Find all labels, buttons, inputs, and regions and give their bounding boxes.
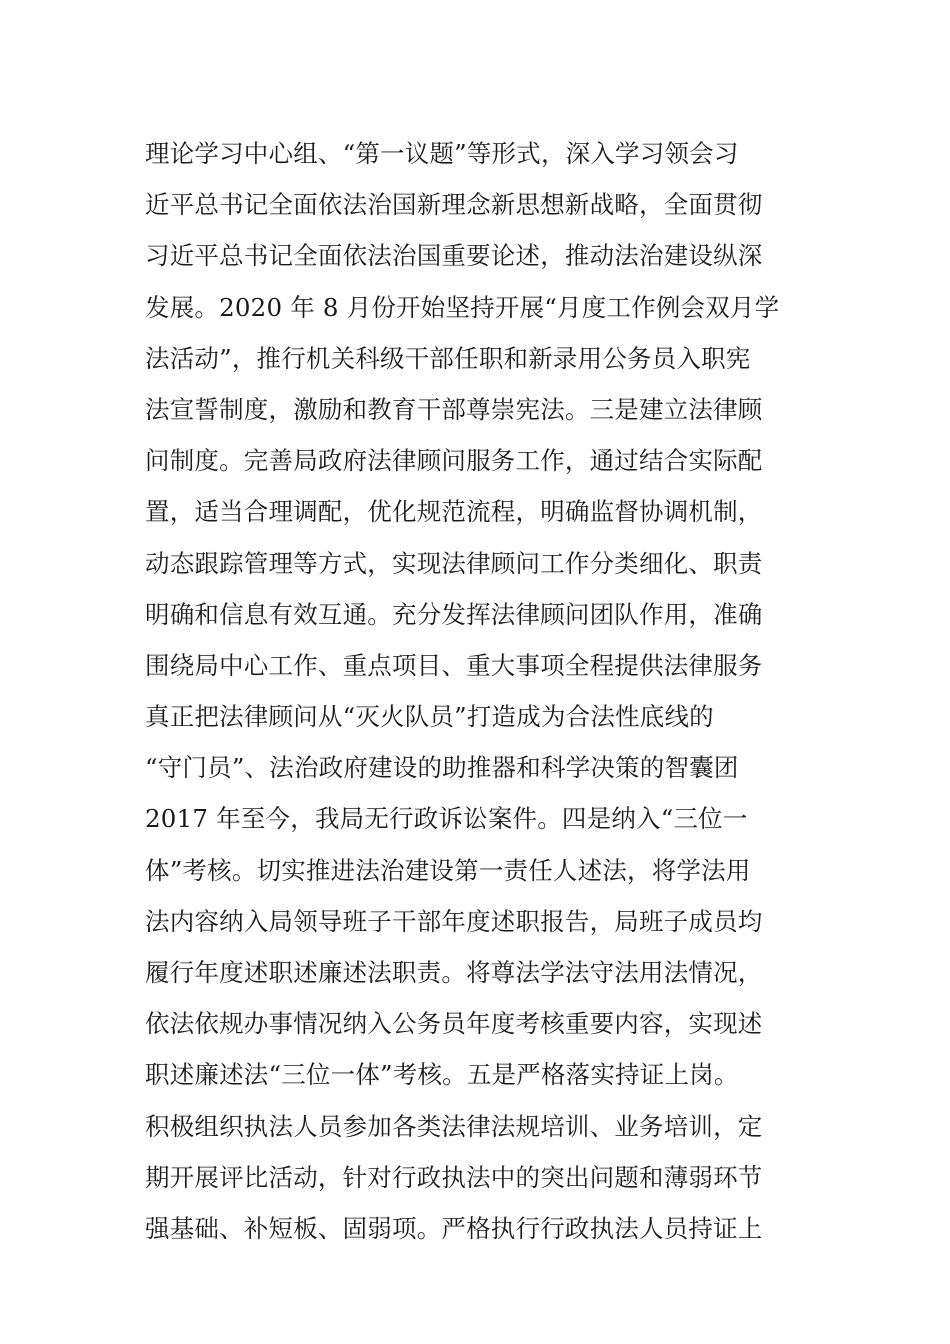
body-text (145, 128, 815, 1254)
text-line: 履行年度述职述廉述法职责。将尊法学法守法用法情况， (145, 958, 763, 987)
text-line: 习近平总书记全面依法治国重要论述，推动法治建设纵深 (145, 241, 763, 271)
text-line: 发展。2020 年 8 月份开始坚持开展“月度工作例会双月学 (145, 292, 780, 322)
text-line: 真正把法律顾问从“灭火队员”打造成为合法性底线的 (145, 702, 714, 732)
text-line: 近平总书记全面依法治国新理念新思想新战略，全面贯彻 (145, 190, 763, 220)
text-line: 依法依规办事情况纳入公务员年度考核重要内容，实现述 (145, 1009, 763, 1039)
text-line: 动态跟踪管理等方式，实现法律顾问工作分类细化、职责 (145, 548, 763, 578)
text-line: 明确和信息有效互通。充分发挥法律顾问团队作用，准确 (145, 599, 763, 629)
text-line: 职述廉述法“三位一体”考核。五是严格落实持证上岗。 (145, 1060, 739, 1090)
text-line: 体”考核。切实推进法治建设第一责任人述法，将学法用 (145, 855, 751, 885)
text-line: 期开展评比活动，针对行政执法中的突出问题和薄弱环节 (145, 1162, 763, 1192)
text-line: 理论学习中心组、“第一议题”等形式，深入学习领会习 (145, 139, 739, 168)
text-line: 围绕局中心工作、重点项目、重大事项全程提供法律服务 (145, 650, 763, 680)
text-line: 2017 年至今，我局无行政诉讼案件。四是纳入“三位一 (145, 804, 748, 834)
text-line: 置，适当合理调配，优化规范流程，明确监督协调机制， (145, 497, 763, 527)
text-line: 法活动”，推行机关科级干部任职和新录用公务员入职宪 (145, 343, 751, 373)
text-line: 问制度。完善局政府法律顾问服务工作，通过结合实际配 (145, 446, 763, 476)
text-line: 积极组织执法人员参加各类法律法规培训、业务培训，定 (145, 1111, 763, 1141)
text-line: “守门员”、法治政府建设的助推器和科学决策的智囊团 (145, 753, 739, 783)
text-line: 法内容纳入局领导班子干部年度述职报告，局班子成员均 (145, 906, 763, 936)
text-line: 法宣誓制度，激励和教育干部尊崇宪法。三是建立法律顾 (145, 394, 763, 424)
text-line: 强基础、补短板、固弱项。严格执行行政执法人员持证上 (145, 1213, 763, 1243)
